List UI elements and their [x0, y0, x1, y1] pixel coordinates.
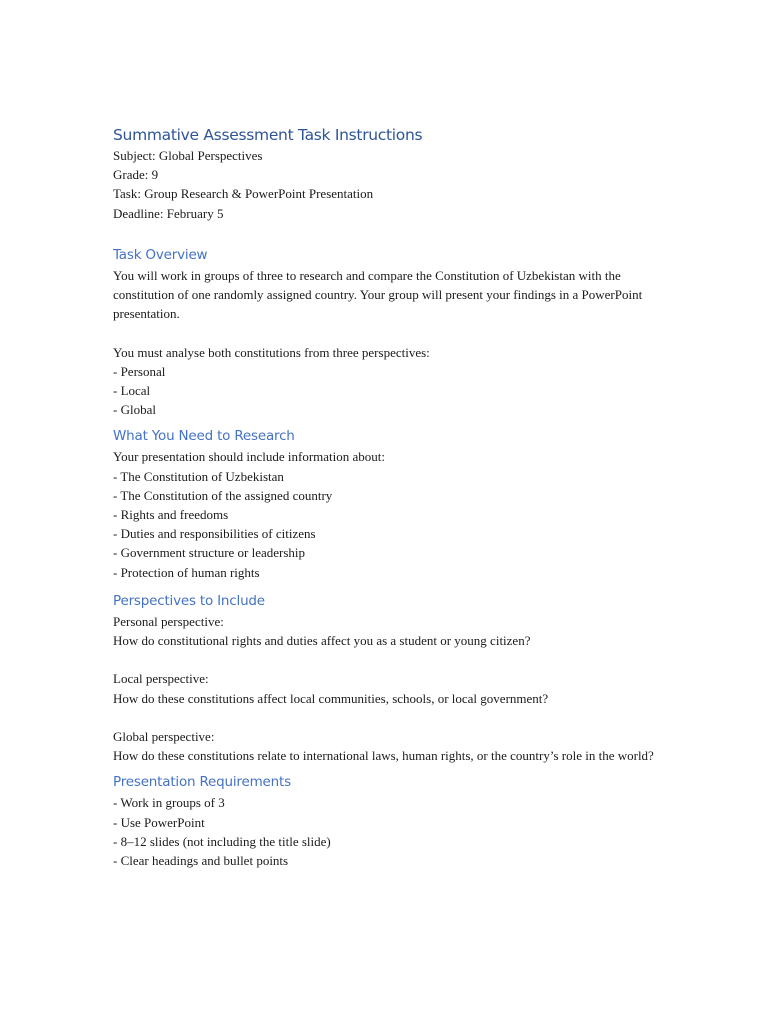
local-perspective-question: How do these constitutions affect local communities, schools, or local government? [113, 690, 549, 706]
task-overview-paragraph: You will work in groups of three to research and compare the Constitution of Uzbekistan with the constitution of one randomly assigned country. Your group will present your findings in a PowerPoint presentation. [113, 267, 643, 322]
personal-perspective-question: How do constitutional rights and duties affect you as a student or young citizen? [113, 633, 531, 649]
personal-perspective-label: Personal perspective: [113, 613, 224, 629]
list-item: - Rights and freedoms [113, 507, 229, 523]
list-item: - Global [113, 402, 156, 418]
perspectives-heading: Perspectives to Include [113, 592, 265, 609]
list-item: - Duties and responsibilities of citizens [113, 526, 316, 542]
requirements-heading: Presentation Requirements [113, 774, 291, 791]
task-line: Task: Group Research & PowerPoint Presentation [113, 186, 374, 202]
list-item: - 8–12 slides (not including the title slide) [113, 833, 331, 849]
document-title: Summative Assessment Task Instructions [113, 126, 423, 144]
list-item: - Local [113, 383, 151, 399]
list-item: - Government structure or leadership [113, 545, 306, 561]
list-item: - Clear headings and bullet points [113, 853, 289, 869]
global-perspective-question: How do these constitutions relate to international laws, human rights, or the country’s role in the world? [113, 748, 654, 764]
global-perspective-label: Global perspective: [113, 729, 215, 745]
task-overview-heading: Task Overview [113, 246, 208, 263]
list-item: - Use PowerPoint [113, 814, 205, 830]
local-perspective-label: Local perspective: [113, 671, 209, 687]
subject-line: Subject: Global Perspectives [113, 148, 263, 163]
list-item: - The Constitution of the assigned country [113, 487, 333, 503]
list-item: - Work in groups of 3 [113, 795, 225, 811]
perspectives-intro: You must analyse both constitutions from three perspectives: [113, 344, 430, 360]
research-heading: What You Need to Research [113, 428, 295, 445]
list-item: - Protection of human rights [113, 564, 260, 580]
research-intro: Your presentation should include information about: [113, 449, 386, 465]
document-page [113, 124, 658, 870]
list-item: - The Constitution of Uzbekistan [113, 468, 284, 484]
list-item: - Personal [113, 363, 166, 379]
deadline-line: Deadline: February 5 [113, 205, 224, 221]
grade-line: Grade: 9 [113, 167, 159, 183]
